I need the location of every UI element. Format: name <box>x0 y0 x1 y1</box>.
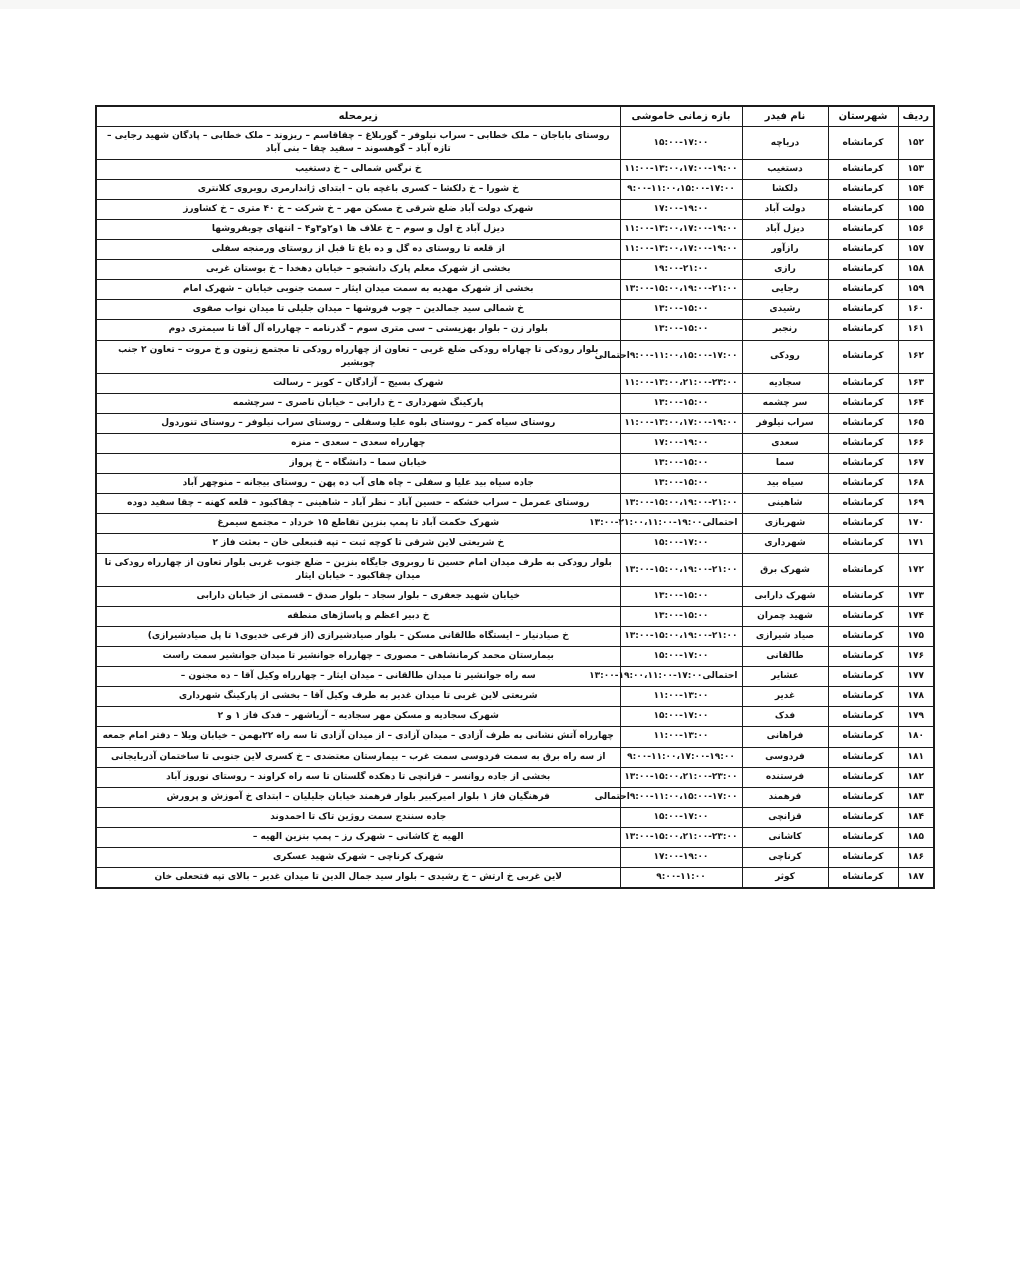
cell-outage-time: ۱۱:۰۰-۱۳:۰۰ <box>620 727 742 747</box>
cell-county: کرمانشاه <box>828 280 898 300</box>
cell-sub-neighborhood: بلوار زن – بلوار بهزیستی – سی متری سوم – گذرنامه – چهارراه آل آقا تا سیمتری دوم <box>96 320 620 340</box>
table-body <box>96 127 934 888</box>
cell-row-number: ۱۵۴ <box>898 180 934 200</box>
cell-sub-neighborhood: الهیه خ کاشانی – شهرک رز – پمپ بنزین الهیه – <box>96 827 620 847</box>
cell-county: کرمانشاه <box>828 493 898 513</box>
cell-feeder-name: رجایی <box>742 280 828 300</box>
table-row <box>96 847 934 867</box>
cell-row-number: ۱۷۰ <box>898 513 934 533</box>
cell-county: کرمانشاه <box>828 200 898 220</box>
table-row <box>96 180 934 200</box>
scan-edge-artifact <box>0 0 1020 9</box>
cell-feeder-name: رودکی <box>742 340 828 373</box>
table-row <box>96 220 934 240</box>
cell-feeder-name: رازی <box>742 260 828 280</box>
cell-county: کرمانشاه <box>828 300 898 320</box>
cell-feeder-name: شاهینی <box>742 493 828 513</box>
cell-county: کرمانشاه <box>828 220 898 240</box>
table-row <box>96 747 934 767</box>
cell-row-number: ۱۶۶ <box>898 433 934 453</box>
cell-row-number: ۱۶۸ <box>898 473 934 493</box>
cell-county: کرمانشاه <box>828 180 898 200</box>
cell-row-number: ۱۸۱ <box>898 747 934 767</box>
cell-row-number: ۱۷۳ <box>898 587 934 607</box>
table-row <box>96 320 934 340</box>
cell-county: کرمانشاه <box>828 867 898 888</box>
cell-sub-neighborhood: چهارراه آتش نشانی به طرف آزادی – میدان آزادی – از میدان آزادی تا سه راه ۲۲بهمن – خیابان ویلا – دفتر امام جمعه <box>96 727 620 747</box>
cell-row-number: ۱۶۲ <box>898 340 934 373</box>
cell-feeder-name: رشیدی <box>742 300 828 320</box>
cell-outage-time: ۱۳:۰۰-۱۵:۰۰،۱۹:۰۰-۲۱:۰۰ <box>620 627 742 647</box>
cell-row-number: ۱۸۲ <box>898 767 934 787</box>
cell-feeder-name: سما <box>742 453 828 473</box>
cell-county: کرمانشاه <box>828 533 898 553</box>
cell-outage-time: احتمالی۱۷:۰۰-۱۹:۰۰،۱۱:۰۰-۱۳:۰۰ <box>620 667 742 687</box>
cell-county: کرمانشاه <box>828 160 898 180</box>
cell-row-number: ۱۶۱ <box>898 320 934 340</box>
cell-sub-neighborhood: جاده سیاه بید علیا و سفلی – چاه های آب ده پهن – روستای بیجانه – منوچهر آباد <box>96 473 620 493</box>
cell-county: کرمانشاه <box>828 707 898 727</box>
cell-feeder-name: دریاچه <box>742 127 828 160</box>
cell-row-number: ۱۸۴ <box>898 807 934 827</box>
cell-outage-time: ۱۷:۰۰-۱۹:۰۰ <box>620 200 742 220</box>
cell-outage-time: ۱۳:۰۰-۱۵:۰۰،۱۹:۰۰-۲۱:۰۰ <box>620 493 742 513</box>
table-row <box>96 433 934 453</box>
cell-row-number: ۱۷۲ <box>898 554 934 587</box>
cell-feeder-name: کوثر <box>742 867 828 888</box>
cell-feeder-name: عشایر <box>742 667 828 687</box>
cell-outage-time: ۱۳:۰۰-۱۵:۰۰،۱۹:۰۰-۲۱:۰۰ <box>620 554 742 587</box>
header-county: شهرستان <box>828 106 898 127</box>
cell-row-number: ۱۵۵ <box>898 200 934 220</box>
cell-sub-neighborhood: شهرک کرناچی – شهرک شهید عسکری <box>96 847 620 867</box>
table-row <box>96 867 934 888</box>
cell-county: کرمانشاه <box>828 554 898 587</box>
cell-outage-time: ۱۳:۰۰-۱۵:۰۰ <box>620 587 742 607</box>
header-row-number: ردیف <box>898 106 934 127</box>
cell-sub-neighborhood: شهرک سجادیه و مسکن مهر سجادیه – آریاشهر – فدک فاز ۱ و ۲ <box>96 707 620 727</box>
cell-county: کرمانشاه <box>828 607 898 627</box>
table-row <box>96 393 934 413</box>
cell-sub-neighborhood: بیمارستان محمد کرمانشاهی – مصوری – چهارراه جوانشیر تا میدان جوانشیر سمت راست <box>96 647 620 667</box>
cell-feeder-name: صیاد شیرازی <box>742 627 828 647</box>
cell-outage-time: ۹:۰۰-۱۱:۰۰،۱۵:۰۰-۱۷:۰۰احتمالی <box>620 340 742 373</box>
cell-feeder-name: سیاه بید <box>742 473 828 493</box>
cell-county: کرمانشاه <box>828 240 898 260</box>
cell-outage-time: ۱۵:۰۰-۱۷:۰۰ <box>620 707 742 727</box>
cell-county: کرمانشاه <box>828 473 898 493</box>
table-row <box>96 340 934 373</box>
cell-outage-time: ۱۳:۰۰-۱۵:۰۰ <box>620 473 742 493</box>
table-row <box>96 827 934 847</box>
cell-sub-neighborhood: خ دبیر اعظم و پاساژهای منطقه <box>96 607 620 627</box>
cell-sub-neighborhood: بخشی از شهرک مهدیه به سمت میدان ایثار – سمت جنوبی خیابان – شهرک امام <box>96 280 620 300</box>
cell-feeder-name: دولت آباد <box>742 200 828 220</box>
header-outage-time: بازه زمانی خاموشی <box>620 106 742 127</box>
table-row <box>96 707 934 727</box>
cell-sub-neighborhood: خ شمالی سید جمالدین – چوب فروشها – میدان جلیلی تا میدان نواب صفوی <box>96 300 620 320</box>
cell-row-number: ۱۶۴ <box>898 393 934 413</box>
cell-feeder-name: دلکشا <box>742 180 828 200</box>
cell-sub-neighborhood: سه راه جوانشیر تا میدان طالقانی – میدان ایثار – چهارراه وکیل آقا – ده مجنون – <box>96 667 620 687</box>
cell-outage-time: ۱۳:۰۰-۱۵:۰۰ <box>620 393 742 413</box>
cell-row-number: ۱۸۷ <box>898 867 934 888</box>
cell-outage-time: ۱۹:۰۰-۲۱:۰۰ <box>620 260 742 280</box>
cell-county: کرمانشاه <box>828 827 898 847</box>
table-row <box>96 687 934 707</box>
cell-outage-time: ۹:۰۰-۱۱:۰۰،۱۷:۰۰-۱۹:۰۰ <box>620 747 742 767</box>
table-row <box>96 627 934 647</box>
cell-sub-neighborhood: بلوار رودکی به طرف میدان امام حسین تا روبروی جایگاه بنزین – ضلع جنوب غربی بلوار تعاون از چهارراه رودکی تا میدان چقاکبود – خیابان ایثار <box>96 554 620 587</box>
table-row <box>96 300 934 320</box>
cell-sub-neighborhood: شهرک حکمت آباد تا پمپ بنزین تقاطع ۱۵ خرداد – مجتمع سیمرغ <box>96 513 620 533</box>
cell-county: کرمانشاه <box>828 393 898 413</box>
cell-outage-time: ۱۵:۰۰-۱۷:۰۰ <box>620 533 742 553</box>
cell-outage-time: ۹:۰۰-۱۱:۰۰،۱۵:۰۰-۱۷:۰۰احتمالی <box>620 787 742 807</box>
table-row <box>96 787 934 807</box>
cell-feeder-name: کاشانی <box>742 827 828 847</box>
header-feeder-name: نام فیدر <box>742 106 828 127</box>
cell-sub-neighborhood: خ صیادنیار – ایستگاه طالقانی مسکن – بلوار صیادشیرازی (از فرعی خدیوی۱ تا پل صیادشیرازی) <box>96 627 620 647</box>
cell-row-number: ۱۷۷ <box>898 667 934 687</box>
cell-outage-time: ۱۱:۰۰-۱۳:۰۰،۱۷:۰۰-۱۹:۰۰ <box>620 413 742 433</box>
cell-county: کرمانشاه <box>828 373 898 393</box>
table-row <box>96 513 934 533</box>
cell-outage-time: ۹:۰۰-۱۱:۰۰ <box>620 867 742 888</box>
cell-sub-neighborhood: روستای باباجان – ملک خطابی – سراب نیلوفر – گوربلاغ – چقاقاسم – ریزوند – ملک خطابی – پادگان شهید رجایی – تازه آباد – گوهسوند – سفید چقا – بنی آباد <box>96 127 620 160</box>
table-row <box>96 727 934 747</box>
table-row <box>96 587 934 607</box>
cell-outage-time: ۱۷:۰۰-۱۹:۰۰ <box>620 433 742 453</box>
table-row <box>96 240 934 260</box>
cell-county: کرمانشاه <box>828 727 898 747</box>
table-row <box>96 413 934 433</box>
table-row <box>96 200 934 220</box>
cell-row-number: ۱۶۵ <box>898 413 934 433</box>
cell-outage-time: ۱۱:۰۰-۱۳:۰۰،۱۷:۰۰-۱۹:۰۰ <box>620 220 742 240</box>
cell-sub-neighborhood: از قلعه تا روستای ده گل و ده باغ تا قبل از روستای ورمنجه سفلی <box>96 240 620 260</box>
cell-sub-neighborhood: پارکینگ شهرداری – خ دارابی – خیابان ناصری – سرچشمه <box>96 393 620 413</box>
cell-row-number: ۱۸۰ <box>898 727 934 747</box>
cell-feeder-name: شهید چمران <box>742 607 828 627</box>
cell-county: کرمانشاه <box>828 260 898 280</box>
cell-feeder-name: دیزل آباد <box>742 220 828 240</box>
cell-feeder-name: فرهمند <box>742 787 828 807</box>
cell-outage-time: ۱۳:۰۰-۱۵:۰۰،۲۱:۰۰-۲۳:۰۰ <box>620 767 742 787</box>
cell-feeder-name: سعدی <box>742 433 828 453</box>
table-row <box>96 373 934 393</box>
cell-outage-time: ۱۳:۰۰-۱۵:۰۰ <box>620 453 742 473</box>
cell-feeder-name: شهربازی <box>742 513 828 533</box>
cell-sub-neighborhood: خیابان شهید جعفری – بلوار سجاد – بلوار صدق – قسمتی از خیابان دارابی <box>96 587 620 607</box>
cell-county: کرمانشاه <box>828 787 898 807</box>
cell-county: کرمانشاه <box>828 513 898 533</box>
cell-feeder-name: سر چشمه <box>742 393 828 413</box>
cell-outage-time: ۱۳:۰۰-۱۵:۰۰ <box>620 320 742 340</box>
cell-county: کرمانشاه <box>828 320 898 340</box>
cell-row-number: ۱۶۳ <box>898 373 934 393</box>
cell-feeder-name: سراب نیلوفر <box>742 413 828 433</box>
cell-sub-neighborhood: روستای سیاه کمر – روستای بلوه علیا وسفلی – روستای سراب نیلوفر – روستای تنوردول <box>96 413 620 433</box>
cell-outage-time: ۱۳:۰۰-۱۵:۰۰ <box>620 607 742 627</box>
cell-row-number: ۱۸۳ <box>898 787 934 807</box>
cell-feeder-name: غدیر <box>742 687 828 707</box>
table-row <box>96 667 934 687</box>
cell-county: کرمانشاه <box>828 667 898 687</box>
cell-outage-time: ۹:۰۰-۱۱:۰۰،۱۵:۰۰-۱۷:۰۰ <box>620 180 742 200</box>
cell-row-number: ۱۶۷ <box>898 453 934 473</box>
table-row <box>96 280 934 300</box>
cell-row-number: ۱۷۶ <box>898 647 934 667</box>
cell-row-number: ۱۵۷ <box>898 240 934 260</box>
cell-sub-neighborhood: دیزل آباد خ اول و سوم – خ علاف ها ۱و۲و۳و۴ – انتهای چوبفروشها <box>96 220 620 240</box>
cell-sub-neighborhood: فرهنگیان فاز ۱ بلوار امیرکبیر بلوار فرهمند خیابان جلیلیان – ابتدای خ آموزش و پرورش <box>96 787 620 807</box>
cell-outage-time: ۱۷:۰۰-۱۹:۰۰ <box>620 847 742 867</box>
cell-feeder-name: شهرک دارابی <box>742 587 828 607</box>
cell-sub-neighborhood: بلوار رودکی تا چهاراه رودکی ضلع غربی – تعاون از چهارراه رودکی تا مجتمع زیتون و خ مروت – تعاون ۲ جنب چوبشیر <box>96 340 620 373</box>
cell-sub-neighborhood: شهرک بسیج – آزادگان – کویز – رسالت <box>96 373 620 393</box>
cell-feeder-name: دستغیب <box>742 160 828 180</box>
cell-outage-time: ۱۱:۰۰-۱۳:۰۰،۲۱:۰۰-۲۳:۰۰ <box>620 373 742 393</box>
cell-outage-time: ۱۵:۰۰-۱۷:۰۰ <box>620 647 742 667</box>
cell-row-number: ۱۷۸ <box>898 687 934 707</box>
cell-sub-neighborhood: چهارراه سعدی – سعدی – منزه <box>96 433 620 453</box>
cell-sub-neighborhood: خ شورا – خ دلکشا – کسری باغچه بان – ابتدای ژاندارمری روبروی کلانتری <box>96 180 620 200</box>
cell-row-number: ۱۵۸ <box>898 260 934 280</box>
cell-county: کرمانشاه <box>828 627 898 647</box>
cell-outage-time: ۱۳:۰۰-۱۵:۰۰،۱۹:۰۰-۲۱:۰۰ <box>620 280 742 300</box>
table-row <box>96 453 934 473</box>
cell-row-number: ۱۷۹ <box>898 707 934 727</box>
cell-outage-time: ۱۵:۰۰-۱۷:۰۰ <box>620 807 742 827</box>
table-row <box>96 647 934 667</box>
cell-county: کرمانشاه <box>828 687 898 707</box>
table-row <box>96 260 934 280</box>
cell-sub-neighborhood: خیابان سما – دانشگاه – خ پرواز <box>96 453 620 473</box>
cell-feeder-name: رازآور <box>742 240 828 260</box>
cell-row-number: ۱۸۶ <box>898 847 934 867</box>
table-row <box>96 493 934 513</box>
table-row <box>96 127 934 160</box>
cell-row-number: ۱۵۶ <box>898 220 934 240</box>
cell-feeder-name: طالقانی <box>742 647 828 667</box>
table-row <box>96 607 934 627</box>
cell-outage-time: احتمالی۱۹:۰۰-۲۱:۰۰،۱۱:۰۰-۱۳:۰۰ <box>620 513 742 533</box>
cell-sub-neighborhood: بخشی از جاده روانسر – قزانچی تا دهکده گلستان تا سه راه کراوند – روستای نوروز آباد <box>96 767 620 787</box>
cell-feeder-name: رنجبر <box>742 320 828 340</box>
cell-county: کرمانشاه <box>828 587 898 607</box>
cell-sub-neighborhood: خ نرگس شمالی – خ دستغیب <box>96 160 620 180</box>
cell-county: کرمانشاه <box>828 413 898 433</box>
table-row <box>96 533 934 553</box>
cell-outage-time: ۱۳:۰۰-۱۵:۰۰،۲۱:۰۰-۲۳:۰۰ <box>620 827 742 847</box>
cell-sub-neighborhood: جاده سنندج سمت روژین تاک تا احمدوند <box>96 807 620 827</box>
cell-sub-neighborhood: بخشی از شهرک معلم پارک دانشجو – خیابان دهخدا – خ بوستان غربی <box>96 260 620 280</box>
cell-feeder-name: فرستنده <box>742 767 828 787</box>
cell-sub-neighborhood: خ شریعتی لاین شرقی تا کوچه ثبت – تپه قنبعلی خان – بعثت فاز ۲ <box>96 533 620 553</box>
cell-row-number: ۱۸۵ <box>898 827 934 847</box>
cell-feeder-name: کرناچی <box>742 847 828 867</box>
cell-outage-time: ۱۱:۰۰-۱۳:۰۰،۱۷:۰۰-۱۹:۰۰ <box>620 240 742 260</box>
cell-county: کرمانشاه <box>828 127 898 160</box>
table-row <box>96 807 934 827</box>
table-header-row <box>96 106 934 127</box>
cell-row-number: ۱۵۹ <box>898 280 934 300</box>
cell-row-number: ۱۵۳ <box>898 160 934 180</box>
cell-row-number: ۱۶۹ <box>898 493 934 513</box>
cell-county: کرمانشاه <box>828 747 898 767</box>
table-row <box>96 160 934 180</box>
cell-county: کرمانشاه <box>828 433 898 453</box>
cell-feeder-name: سجادیه <box>742 373 828 393</box>
cell-feeder-name: قزانچی <box>742 807 828 827</box>
cell-county: کرمانشاه <box>828 453 898 473</box>
cell-row-number: ۱۷۴ <box>898 607 934 627</box>
cell-county: کرمانشاه <box>828 807 898 827</box>
cell-row-number: ۱۵۲ <box>898 127 934 160</box>
outage-schedule-table <box>95 105 935 889</box>
cell-sub-neighborhood: لاین غربی خ ارتش – خ رشیدی – بلوار سید جمال الدین تا میدان غدیر – بالای تپه فتحعلی خان <box>96 867 620 888</box>
table-row <box>96 767 934 787</box>
cell-sub-neighborhood: شریعتی لاین غربی تا میدان غدیر به طرف وکیل آقا – بخشی از پارکینگ شهرداری <box>96 687 620 707</box>
cell-county: کرمانشاه <box>828 647 898 667</box>
cell-feeder-name: فدک <box>742 707 828 727</box>
cell-row-number: ۱۷۱ <box>898 533 934 553</box>
cell-sub-neighborhood: روستای عمرمل – سراب خشکه – حسین آباد – نظر آباد – شاهینی – چقاکبود – قلعه کهنه – چقا سفید دوده <box>96 493 620 513</box>
cell-feeder-name: شهرداری <box>742 533 828 553</box>
cell-row-number: ۱۷۵ <box>898 627 934 647</box>
cell-feeder-name: شهرک برق <box>742 554 828 587</box>
cell-row-number: ۱۶۰ <box>898 300 934 320</box>
cell-outage-time: ۱۱:۰۰-۱۳:۰۰ <box>620 687 742 707</box>
cell-sub-neighborhood: شهرک دولت آباد ضلع شرقی خ مسکن مهر – خ شرکت – خ ۴۰ متری – خ کشاورز <box>96 200 620 220</box>
cell-county: کرمانشاه <box>828 847 898 867</box>
cell-county: کرمانشاه <box>828 340 898 373</box>
cell-outage-time: ۱۱:۰۰-۱۳:۰۰،۱۷:۰۰-۱۹:۰۰ <box>620 160 742 180</box>
table-row <box>96 473 934 493</box>
header-sub-neighborhood: زیرمحله <box>96 106 620 127</box>
cell-sub-neighborhood: از سه راه برق به سمت فردوسی سمت غرب – بیمارستان معتضدی – خ کسری لاین جنوبی تا ساختمان آذربایجانی <box>96 747 620 767</box>
cell-outage-time: ۱۳:۰۰-۱۵:۰۰ <box>620 300 742 320</box>
cell-feeder-name: فردوسی <box>742 747 828 767</box>
cell-feeder-name: فراهانی <box>742 727 828 747</box>
table-row <box>96 554 934 587</box>
cell-outage-time: ۱۵:۰۰-۱۷:۰۰ <box>620 127 742 160</box>
cell-county: کرمانشاه <box>828 767 898 787</box>
